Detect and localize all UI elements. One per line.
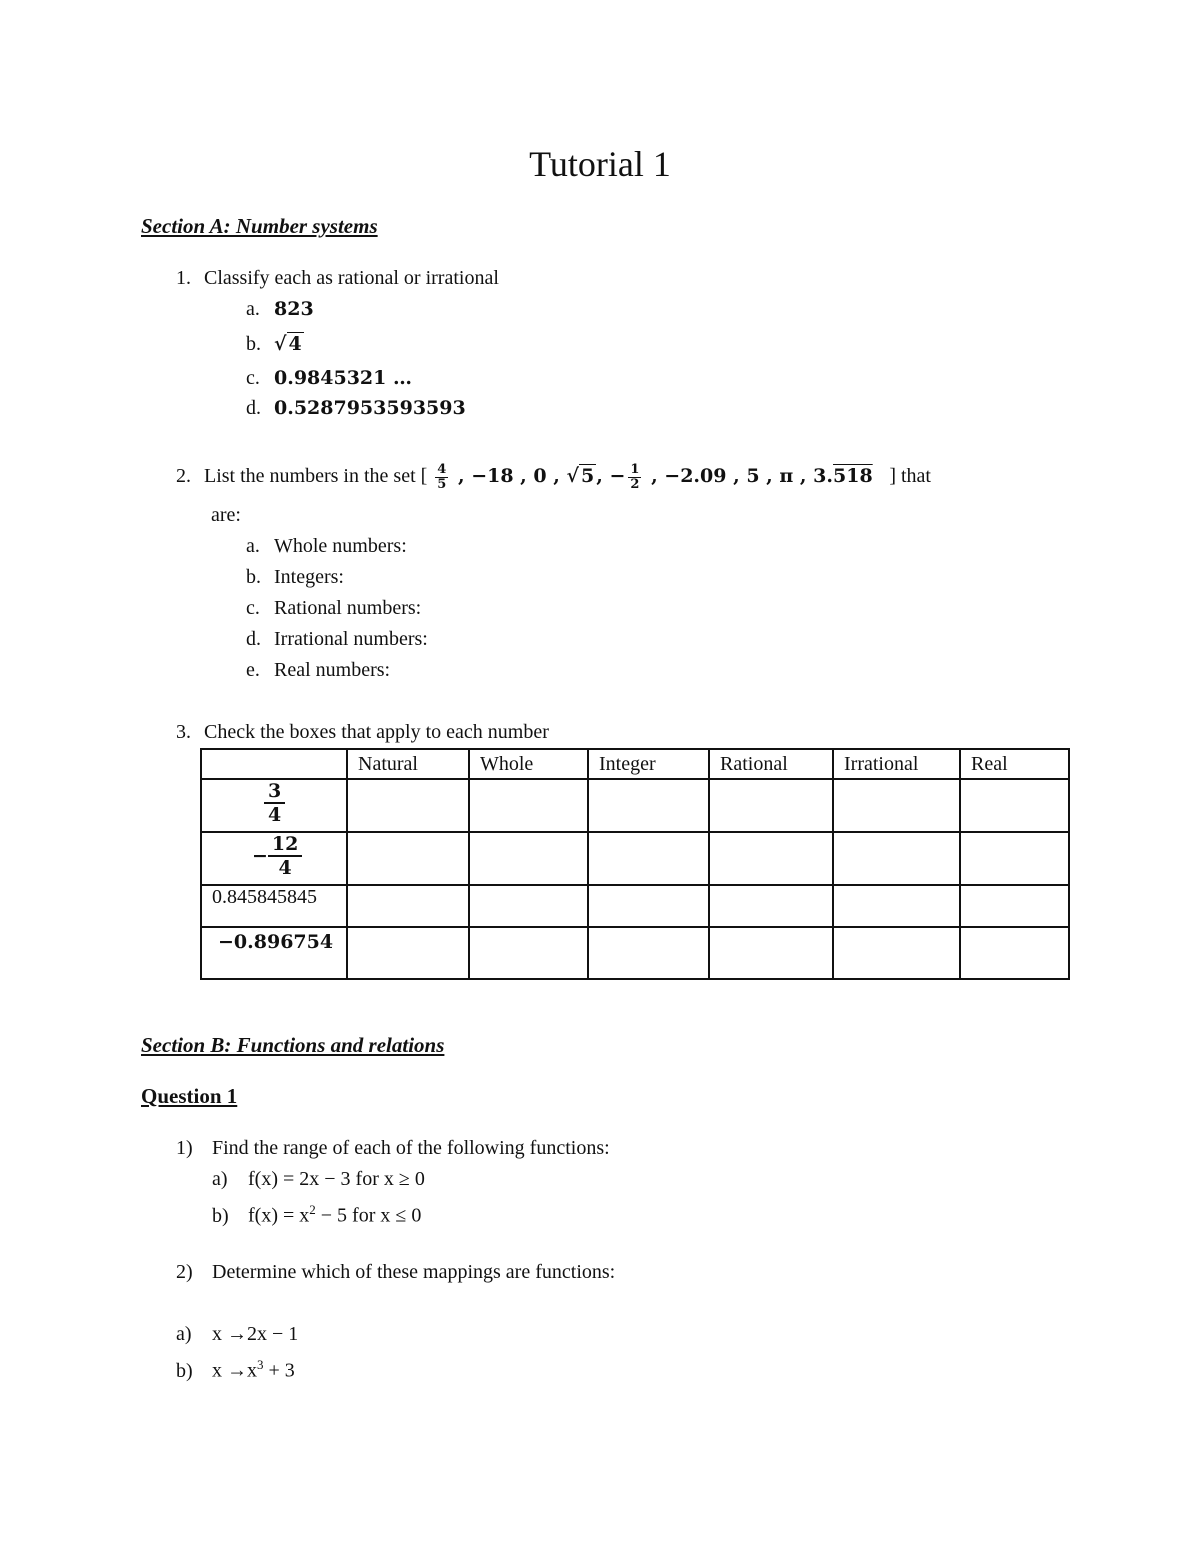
fraction <box>268 833 302 879</box>
section-a-heading: Section A: Number systems <box>141 214 378 238</box>
denominator: 2 <box>630 476 640 492</box>
minus-sign: − <box>252 845 268 867</box>
list-item <box>246 396 466 420</box>
fraction <box>628 463 641 492</box>
item-text: Whole numbers: <box>274 535 407 557</box>
question-a2 <box>176 458 931 494</box>
checkbox-cell[interactable] <box>588 779 709 832</box>
table-row <box>201 927 1069 979</box>
checkbox-cell[interactable] <box>469 779 588 832</box>
question-a1 <box>176 266 499 290</box>
checkbox-cell[interactable] <box>347 832 469 885</box>
denominator: 4 <box>268 804 282 826</box>
item-text: Irrational numbers: <box>274 628 428 650</box>
checkbox-cell[interactable] <box>960 832 1069 885</box>
question-continued: are: <box>211 504 241 526</box>
item-label: b. <box>246 333 261 355</box>
table-header-row <box>201 749 1069 779</box>
table-row <box>201 885 1069 927</box>
checkbox-cell[interactable] <box>469 927 588 979</box>
list-item <box>176 1353 295 1383</box>
question-b1 <box>176 1136 610 1160</box>
checkbox-cell[interactable] <box>833 779 960 832</box>
sqrt-expression: √ 5 <box>566 465 595 487</box>
list-item <box>246 332 304 356</box>
set-element: , −18 , <box>457 465 527 487</box>
table-row <box>201 832 1069 885</box>
question-number: 2) <box>176 1261 193 1283</box>
checkbox-cell[interactable] <box>833 885 960 927</box>
question-number: 1. <box>176 267 191 289</box>
table-row <box>201 779 1069 832</box>
item-label: c. <box>246 597 260 619</box>
checkbox-cell[interactable] <box>709 927 833 979</box>
numerator: 12 <box>268 833 302 857</box>
radicand: 5 <box>581 465 595 487</box>
row-label <box>201 779 347 832</box>
item-value: 823 <box>274 298 314 320</box>
classification-table <box>200 748 1070 980</box>
checkbox-cell[interactable] <box>347 927 469 979</box>
numerator: 4 <box>437 461 447 477</box>
checkbox-cell[interactable] <box>709 832 833 885</box>
list-item <box>246 565 344 589</box>
fraction <box>264 780 285 826</box>
denominator: 5 <box>437 476 447 492</box>
column-header <box>201 749 347 779</box>
item-label: a) <box>176 1323 192 1345</box>
list-item <box>246 534 407 558</box>
list-item <box>176 1322 298 1346</box>
item-label: e. <box>246 659 260 681</box>
question-b2 <box>176 1260 615 1284</box>
question-text-suffix: ] that <box>889 465 931 487</box>
item-text: f(x) = x <box>248 1204 310 1227</box>
question-number: 2. <box>176 465 191 487</box>
list-item <box>246 658 390 682</box>
column-header: Whole <box>469 749 588 779</box>
item-value: 0.5287953593593 <box>274 397 466 419</box>
question-text: Determine which of these mappings are functions: <box>212 1261 616 1283</box>
checkbox-cell[interactable] <box>960 885 1069 927</box>
checkbox-cell[interactable] <box>833 927 960 979</box>
question-number: 1) <box>176 1137 193 1159</box>
item-label: a. <box>246 298 260 320</box>
item-text: Real numbers: <box>274 659 391 681</box>
checkbox-cell[interactable] <box>960 927 1069 979</box>
column-header: Natural <box>347 749 469 779</box>
item-text: Rational numbers: <box>274 597 422 619</box>
checkbox-cell[interactable] <box>833 832 960 885</box>
item-value: 0.9845321 … <box>274 367 412 389</box>
list-item <box>212 1198 421 1228</box>
checkbox-cell[interactable] <box>709 885 833 927</box>
fraction <box>435 463 448 492</box>
column-header: Real <box>960 749 1069 779</box>
checkbox-cell[interactable] <box>347 779 469 832</box>
page-title: Tutorial 1 <box>529 144 671 184</box>
question-1-heading: Question 1 <box>141 1084 238 1108</box>
list-item <box>246 627 428 651</box>
item-text: f(x) = 2x − 3 for x ≥ 0 <box>248 1168 425 1190</box>
radicand: 4 <box>288 333 302 355</box>
set-element: 0 , <box>533 465 560 487</box>
set-element: , − <box>596 465 626 487</box>
item-label: d. <box>246 628 261 650</box>
item-text: Integers: <box>274 566 344 588</box>
item-text: − 5 for x ≤ 0 <box>315 1204 422 1227</box>
numerator: 1 <box>630 461 640 477</box>
item-label: b) <box>176 1359 193 1382</box>
checkbox-cell[interactable] <box>960 779 1069 832</box>
question-text: Check the boxes that apply to each number <box>204 721 549 743</box>
checkbox-cell[interactable] <box>588 885 709 927</box>
section-b-heading: Section B: Functions and relations <box>141 1033 445 1057</box>
checkbox-cell[interactable] <box>588 832 709 885</box>
question-text: Find the range of each of the following functions: <box>212 1137 610 1159</box>
repeating-integer: 3. <box>813 465 834 487</box>
exponent: 3 <box>257 1357 264 1372</box>
exponent: 2 <box>309 1202 316 1217</box>
item-label: c. <box>246 367 260 389</box>
checkbox-cell[interactable] <box>347 885 469 927</box>
item-label: d. <box>246 397 261 419</box>
item-label: b. <box>246 566 261 588</box>
list-item <box>246 297 314 321</box>
question-a3 <box>176 720 549 744</box>
item-label: a) <box>212 1168 228 1190</box>
checkbox-cell[interactable] <box>588 927 709 979</box>
checkbox-cell[interactable] <box>469 832 588 885</box>
denominator: 4 <box>278 857 292 879</box>
checkbox-cell[interactable] <box>709 779 833 832</box>
column-header: Integer <box>588 749 709 779</box>
column-header: Irrational <box>833 749 960 779</box>
row-label: 0.845845845 <box>201 885 347 927</box>
numerator: 3 <box>264 780 285 804</box>
item-text: + 3 <box>263 1359 295 1382</box>
row-label <box>201 832 347 885</box>
list-item <box>246 366 412 390</box>
set-element: , −2.09 , 5 , π , <box>651 465 807 487</box>
item-label: a. <box>246 535 260 557</box>
column-header: Rational <box>709 749 833 779</box>
number-set <box>432 461 879 492</box>
row-label <box>201 927 347 979</box>
row-value: −0.896754 <box>218 931 334 953</box>
list-item <box>212 1167 425 1191</box>
repeating-decimal: 518 <box>833 465 873 487</box>
question-text: Classify each as rational or irrational <box>204 267 499 289</box>
sqrt-expression: √ 4 <box>274 333 302 355</box>
list-item <box>246 596 421 620</box>
question-number: 3. <box>176 721 191 743</box>
question-text: List the numbers in the set [ <box>204 465 428 487</box>
checkbox-cell[interactable] <box>469 885 588 927</box>
item-text: x →x <box>212 1359 257 1382</box>
item-label: b) <box>212 1204 229 1227</box>
item-text: x →2x − 1 <box>212 1323 299 1345</box>
